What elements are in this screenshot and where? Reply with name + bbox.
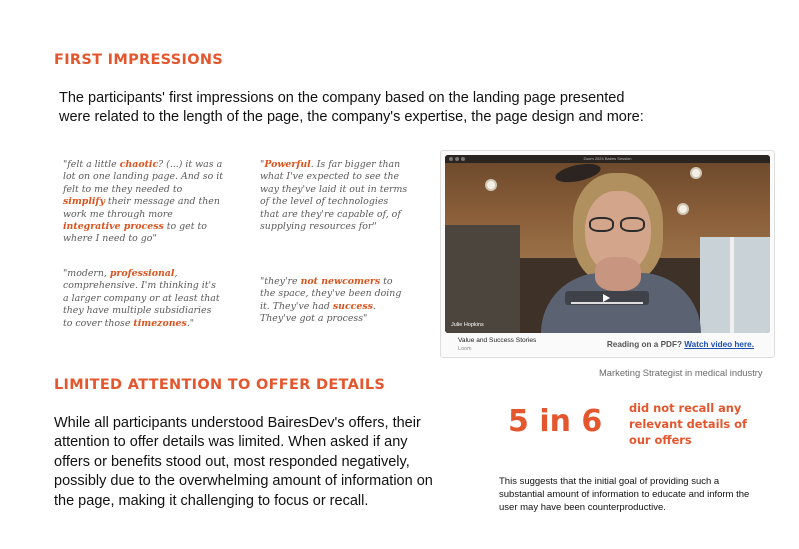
ceiling-light — [690, 167, 702, 179]
wall — [445, 225, 520, 333]
quote-highlight: simplify — [63, 196, 105, 208]
glasses — [589, 217, 647, 233]
ceiling-light — [485, 179, 497, 191]
quote-text: their message and then work me through more — [63, 196, 220, 220]
stat-description: did not recall any relevant details of our offers — [629, 401, 747, 448]
quote-highlight: chaotic — [119, 159, 159, 170]
video-window-title: Zoom 2024 Baires Session — [583, 156, 632, 161]
quote-highlight: Powerful — [264, 159, 311, 170]
conclusion-text: This suggests that the initial goal of providing such a substantial amount of information to educate and inform the user may have been counterproductive. — [499, 476, 750, 513]
quote-chaotic — [63, 159, 225, 246]
quote-text: to the space, they've been doing it. They've had — [260, 276, 402, 312]
quote-text: ? (...) it was a lot on one landing page. And so it felt to me they needed to — [63, 159, 223, 195]
quote-text: "felt a little — [63, 159, 120, 170]
first-impressions-intro: The participants' first impressions on the company based on the landing page presented were related to the length of the page, the company's expertise, the page design and more: — [59, 90, 644, 125]
video-controls[interactable] — [565, 291, 649, 305]
video-source: Loom — [458, 346, 472, 352]
participant-name: Julie Hopkins — [451, 322, 484, 328]
quote-text: , comprehensive. I'm thinking it's a larger company or at least that they have multiple subsidiaries to cover those — [63, 268, 220, 329]
video-cta-text: Reading on a PDF? — [606, 340, 682, 349]
video-progress-bar[interactable] — [571, 302, 643, 304]
video-title[interactable]: Value and Success Stories — [458, 337, 537, 344]
play-icon[interactable] — [603, 294, 610, 302]
quote-text: "modern, — [63, 268, 110, 279]
video-window-titlebar — [445, 155, 770, 163]
quote-text: "they're — [260, 276, 301, 287]
video-cta — [607, 340, 754, 349]
quote-text: . Is far bigger than what I've expected to see the way they've laid it out in terms of the level of technologies that are they're capable of, of supplying resources for" — [260, 159, 408, 233]
quote-highlight: not newcomers — [300, 276, 381, 287]
quote-highlight: success — [332, 300, 373, 312]
quote-text: . They've got a process" — [260, 300, 376, 325]
person-hands — [595, 257, 641, 291]
first-impressions-heading: FIRST IMPRESSIONS — [54, 52, 224, 68]
video-thumbnail[interactable] — [445, 155, 770, 333]
quote-highlight: professional — [109, 268, 175, 279]
limited-attention-body: While all participants understood BairesDev's offers, their attention to offer details was limited. When asked if any offers or benefits stood out, most responded negatively, possibly due to the overwhelming amount of information on the page, making it challenging to focus or recall. — [54, 415, 433, 509]
limited-attention-heading: LIMITED ATTENTION TO OFFER DETAILS — [54, 377, 386, 393]
quote-powerful — [260, 159, 410, 233]
quote-highlight: timezones — [133, 317, 187, 329]
quote-text: to get to where I need to go" — [63, 221, 207, 245]
video-card[interactable] — [440, 150, 775, 358]
quote-professional — [63, 268, 223, 330]
window — [700, 237, 770, 333]
ceiling-light — [677, 203, 689, 215]
quote-not-newcomers — [260, 276, 410, 326]
watch-video-link[interactable]: Watch video here. — [684, 340, 754, 349]
video-caption: Marketing Strategist in medical industry — [599, 367, 763, 378]
quote-text: ." — [186, 317, 195, 329]
quote-highlight: integrative process — [63, 221, 164, 233]
quote-text: " — [260, 159, 265, 170]
stat-value: 5 in 6 — [508, 404, 603, 439]
